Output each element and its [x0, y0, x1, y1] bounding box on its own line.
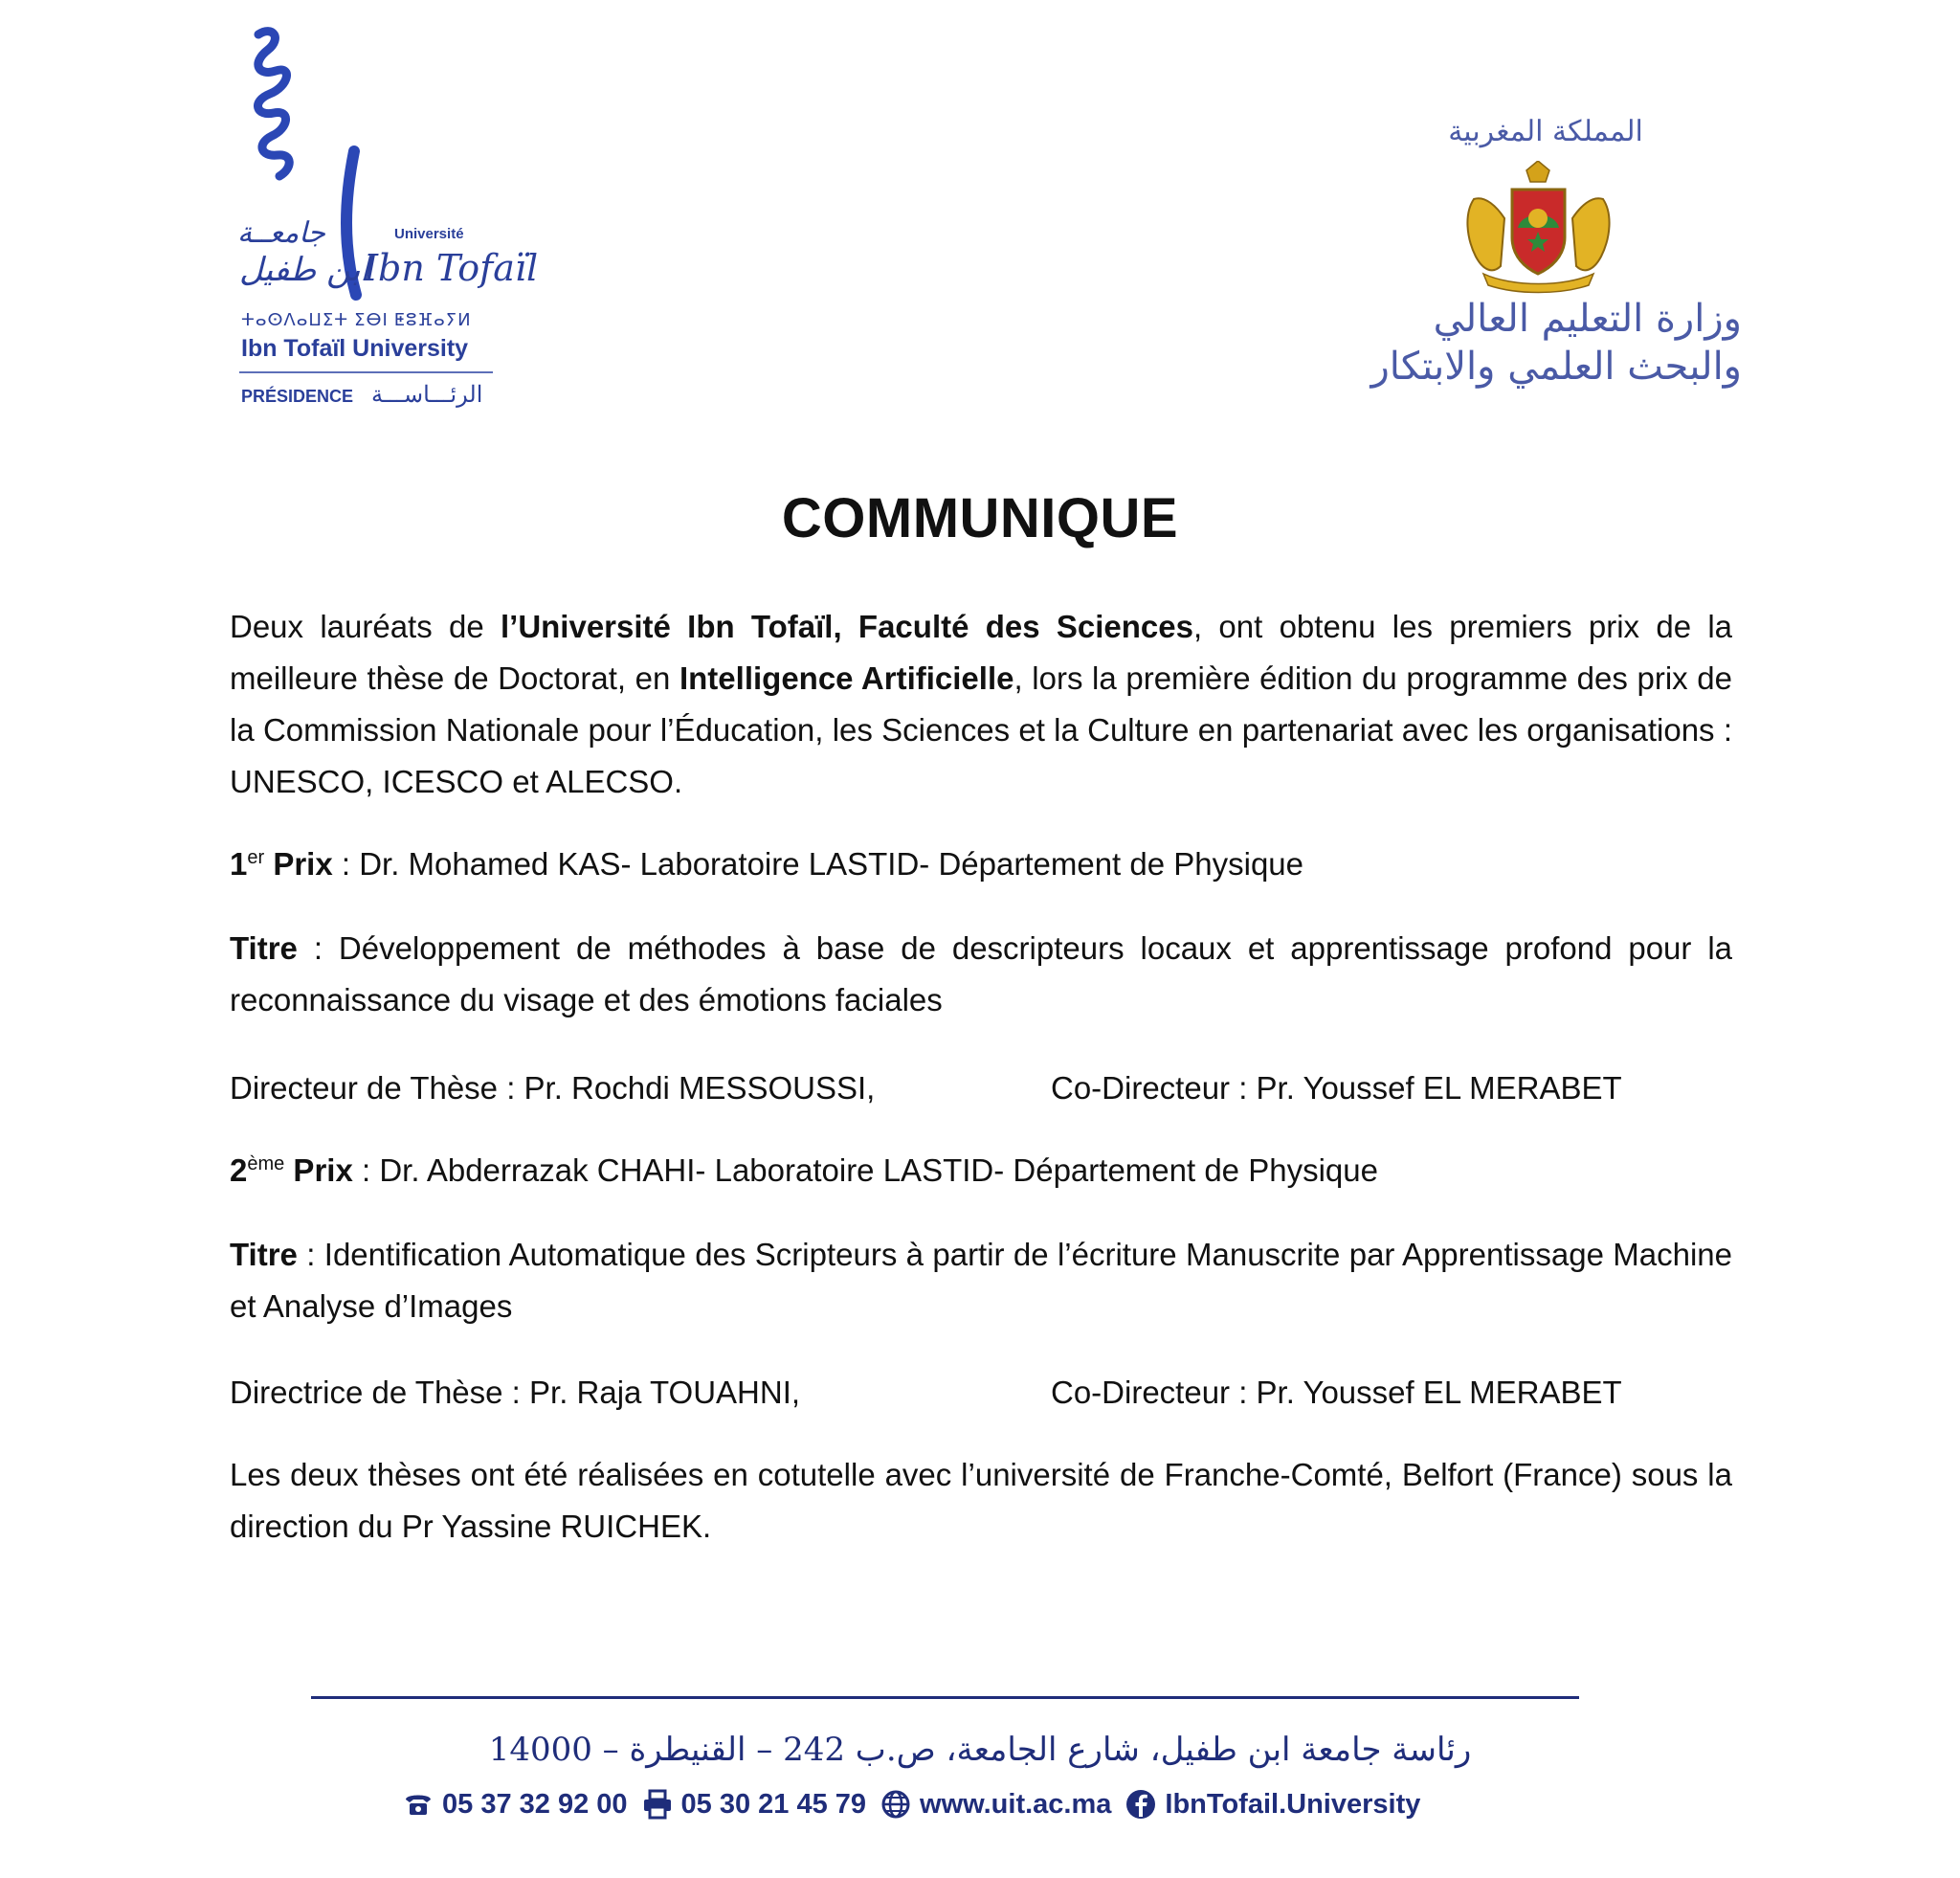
footer-facebook[interactable] [1125, 1788, 1420, 1821]
intro-paragraph [230, 601, 1732, 808]
university-french-label: Université [394, 226, 464, 242]
presidence-arabic-label: الرئـــاســـة [371, 381, 483, 408]
prize-1-director: Directeur de Thèse : Pr. Rochdi MESSOUSSI, [230, 1070, 876, 1106]
prize-2-line [230, 1145, 1732, 1196]
footer-phone[interactable] [402, 1788, 628, 1821]
intro-bold-university: l’Université Ibn Tofaïl, Faculté des Sciences [500, 609, 1193, 644]
phone-number: 05 37 32 92 00 [442, 1788, 628, 1820]
intro-text-2: , ont obtenu les premiers prix de la meilleure thèse de Doctorat, en [230, 609, 1733, 696]
prize-1-codirector: Co-Directeur : Pr. Youssef EL MERABET [1051, 1070, 1622, 1106]
intro-text-1: Deux lauréats de [230, 609, 501, 644]
ministry-name-line-2: والبحث العلمي والابتكار [1370, 345, 1742, 389]
university-script-name: Ibn Tofaïl [364, 247, 539, 289]
coat-of-arms-icon [1455, 161, 1622, 295]
prize-1-titre-label: Titre [230, 930, 298, 966]
footer-fax[interactable] [641, 1788, 867, 1821]
ministry-logo [1311, 115, 1742, 402]
prize-2-label: Prix [284, 1152, 353, 1188]
fax-icon [641, 1788, 674, 1821]
prize-1-winner: : Dr. Mohamed KAS- Laboratoire LASTID- Département de Physique [332, 846, 1304, 882]
prize-1-superscript: er [247, 847, 265, 868]
prize-2-titre-label: Titre [230, 1237, 298, 1272]
prize-2-thesis-title [230, 1229, 1732, 1332]
prize-2-titre-text: : Identification Automatique des Scripteurs à partir de l’écriture Manuscrite par Apprentissage Machine et Analyse d’Images [230, 1237, 1732, 1324]
page-title: COMMUNIQUE [781, 487, 1179, 549]
prize-2-number: 2 [230, 1152, 248, 1188]
presidence-label: PRÉSIDENCE [241, 387, 354, 406]
university-arabic-label: جامعــة [237, 216, 325, 250]
kingdom-label: المملكة المغربية [1448, 115, 1643, 148]
university-arabic-name: ابن طفيل [239, 251, 369, 289]
prize-1-directors [230, 1062, 1732, 1114]
prize-1-number: 1 [230, 846, 248, 882]
prize-2-directors [230, 1367, 1732, 1419]
ministry-name-line-1: وزارة التعليم العالي [1433, 297, 1742, 341]
prize-2-codirector: Co-Directeur : Pr. Youssef EL MERABET [1051, 1375, 1622, 1410]
footer-website[interactable] [880, 1788, 1111, 1821]
ibn-tofail-logo [230, 17, 539, 408]
fax-number: 05 30 21 45 79 [680, 1788, 867, 1820]
prize-1-line [230, 838, 1732, 890]
footer-address: رئاسة جامعة ابن طفيل، شارع الجامعة، ص.ب 242 – القنيطرة – 14000 [488, 1731, 1472, 1769]
prize-2-winner: : Dr. Abderrazak CHAHI- Laboratoire LASTID- Département de Physique [352, 1152, 1378, 1188]
footer-divider [311, 1696, 1579, 1699]
website-url: www.uit.ac.ma [920, 1788, 1112, 1820]
facebook-icon [1125, 1788, 1157, 1821]
phone-icon [402, 1788, 434, 1821]
university-english-name: Ibn Tofaïl University [241, 335, 469, 362]
prize-1-thesis-title [230, 923, 1732, 1026]
prize-1-label: Prix [264, 846, 333, 882]
intro-text-3: , lors la première édition du programme des prix de la Commission Nationale pour l’Éducation, les Sciences et la Culture en partenariat avec les organisations : UNESCO, ICESCO et ALECSO. [230, 660, 1732, 799]
closing-paragraph: Les deux thèses ont été réalisées en cotutelle avec l’université de Franche-Comté, Belfort (France) sous la direction du Pr Yassine RUICHEK. [230, 1457, 1732, 1544]
university-tifinagh-name: ⵜⴰⵙⴷⴰⵡⵉⵜ ⵉⴱⵏ ⵟⵓⴼⴰⵢⵍ [241, 310, 472, 329]
logo-divider [239, 371, 493, 373]
facebook-handle: IbnTofail.University [1165, 1788, 1421, 1820]
intro-bold-field: Intelligence Artificielle [679, 660, 1014, 696]
globe-icon [880, 1788, 912, 1821]
prize-2-director: Directrice de Thèse : Pr. Raja TOUAHNI, [230, 1375, 801, 1410]
prize-1-titre-text: : Développement de méthodes à base de descripteurs locaux et apprentissage profond pour la reconnaissance du visage et des émotions faciales [230, 930, 1732, 1017]
footer-contacts [402, 1788, 1598, 1821]
prize-2-superscript: ème [247, 1153, 285, 1174]
